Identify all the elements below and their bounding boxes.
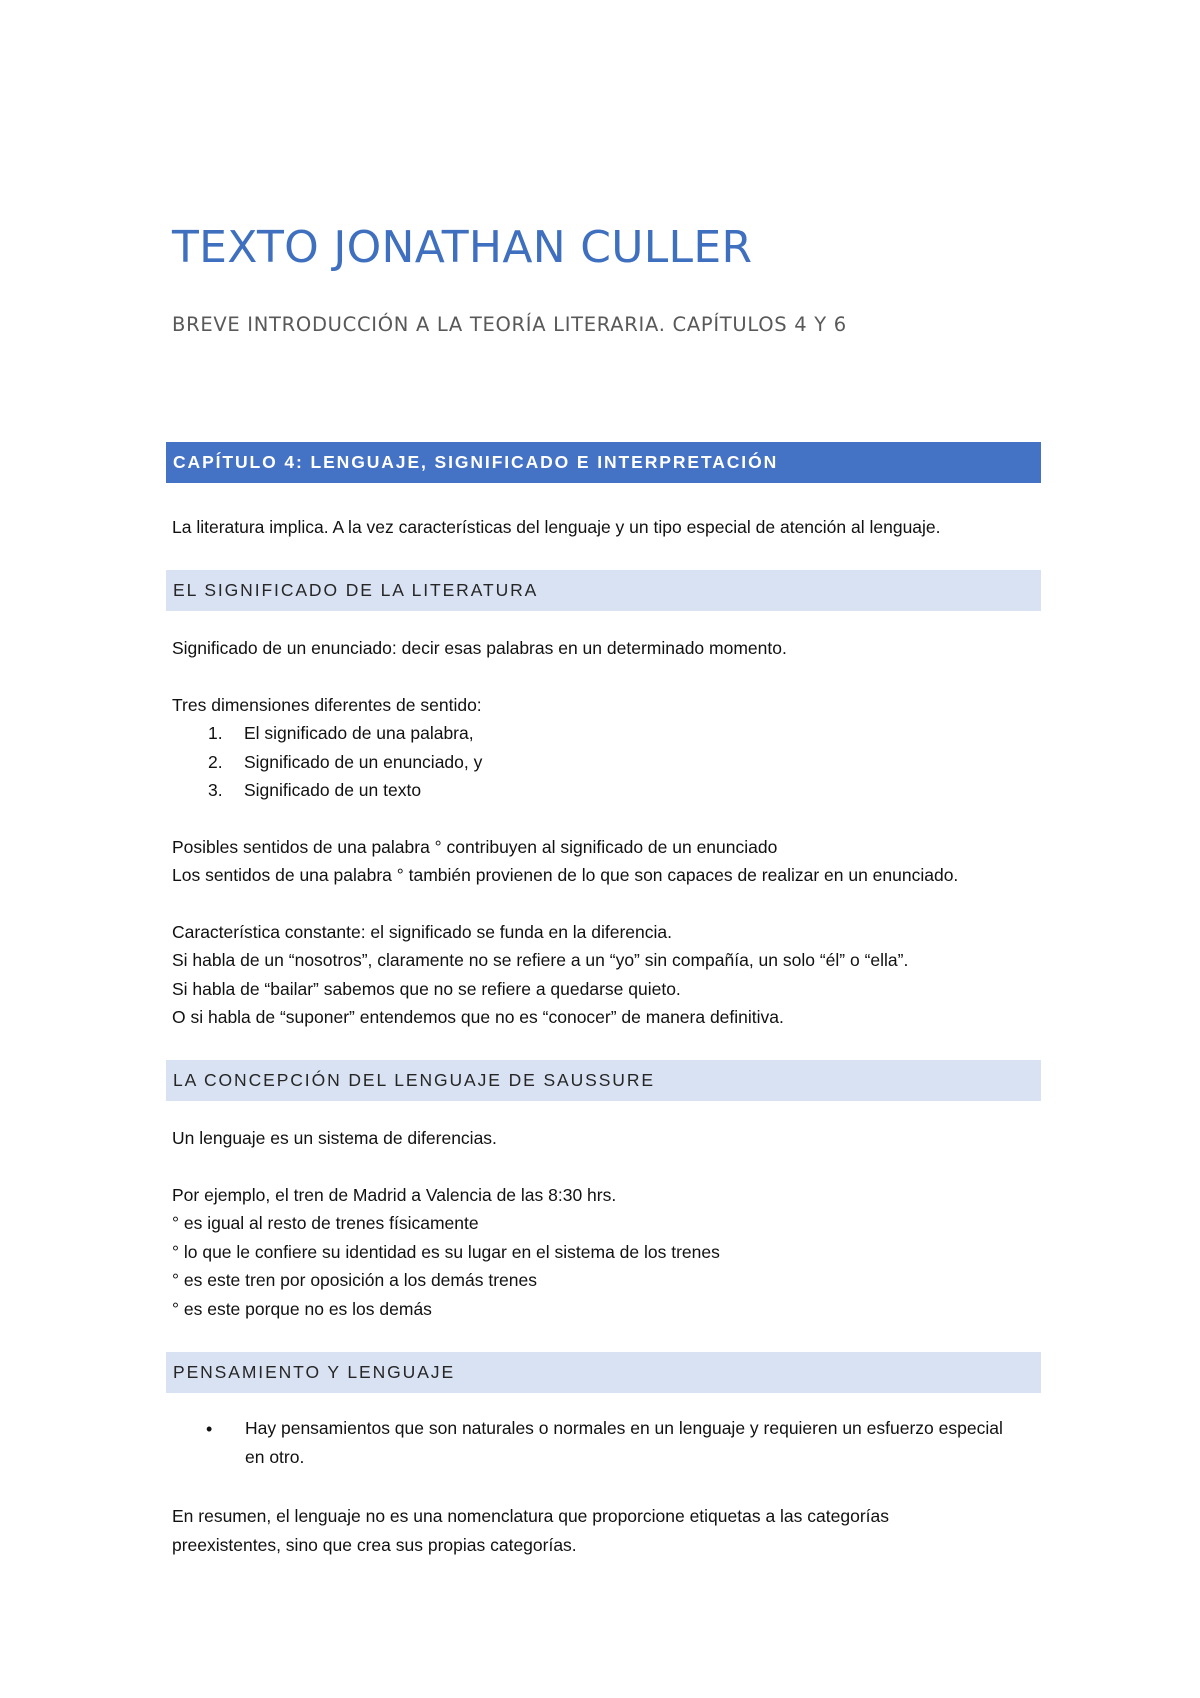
senses-line-2: Los sentidos de una palabra ° también provienen de lo que son capaces de realizar en un enunciado.: [172, 865, 959, 885]
saussure-example-line-3: ° lo que le confiere su identidad es su lugar en el sistema de los trenes: [172, 1242, 720, 1262]
dimension-item-2: Significado de un enunciado, y: [244, 752, 483, 772]
saussure-example-line-1: Por ejemplo, el tren de Madrid a Valencia de las 8:30 hrs.: [172, 1185, 617, 1205]
summary-line-2: preexistentes, sino que crea sus propias categorías.: [172, 1535, 577, 1555]
saussure-example-line-5: ° es este porque no es los demás: [172, 1299, 432, 1319]
dimension-item-1: El significado de una palabra,: [244, 723, 474, 743]
pensamiento-bullet-text: Hay pensamientos que son naturales o normales en un lenguaje y requieren un esfuerzo especial en otro.: [245, 1418, 1003, 1467]
section-heading-significado: EL SIGNIFICADO DE LA LITERATURA: [166, 570, 1041, 611]
saussure-definition: Un lenguaje es un sistema de diferencias.: [172, 1128, 497, 1148]
dimension-number-1: 1.: [208, 723, 223, 743]
saussure-example-line-4: ° es este tren por oposición a los demás trenes: [172, 1270, 537, 1290]
summary-line-1: En resumen, el lenguaje no es una nomenclatura que proporcione etiquetas a las categorías: [172, 1506, 889, 1526]
difference-line-2: Si habla de un “nosotros”, claramente no se refiere a un “yo” sin compañía, un solo “él” o “ella”.: [172, 950, 909, 970]
dimension-number-2: 2.: [208, 752, 223, 772]
document-title: TEXTO JONATHAN CULLER: [172, 222, 753, 273]
difference-line-3: Si habla de “bailar” sabemos que no se refiere a quedarse quieto.: [172, 979, 681, 999]
dimension-item-3: Significado de un texto: [244, 780, 422, 800]
saussure-example-line-2: ° es igual al resto de trenes físicamente: [172, 1213, 479, 1233]
dimension-number-3: 3.: [208, 780, 223, 800]
bullet-point: •: [206, 1419, 213, 1439]
dimensions-intro: Tres dimensiones diferentes de sentido:: [172, 695, 482, 715]
significado-definition: Significado de un enunciado: decir esas palabras en un determinado momento.: [172, 638, 787, 658]
section-heading-pensamiento: PENSAMIENTO Y LENGUAJE: [166, 1352, 1041, 1393]
document-subtitle: BREVE INTRODUCCIÓN A LA TEORÍA LITERARIA. CAPÍTULOS 4 Y 6: [172, 313, 847, 336]
difference-line-1: Característica constante: el significado se funda en la diferencia.: [172, 922, 673, 942]
senses-line-1: Posibles sentidos de una palabra ° contribuyen al significado de un enunciado: [172, 837, 778, 857]
section-heading-saussure: LA CONCEPCIÓN DEL LENGUAJE DE SAUSSURE: [166, 1060, 1041, 1101]
chapter-4-heading: CAPÍTULO 4: LENGUAJE, SIGNIFICADO E INTERPRETACIÓN: [166, 442, 1041, 483]
chapter-4-intro: La literatura implica. A la vez características del lenguaje y un tipo especial de atención al lenguaje.: [172, 517, 941, 537]
difference-line-4: O si habla de “suponer” entendemos que no es “conocer” de manera definitiva.: [172, 1007, 784, 1027]
